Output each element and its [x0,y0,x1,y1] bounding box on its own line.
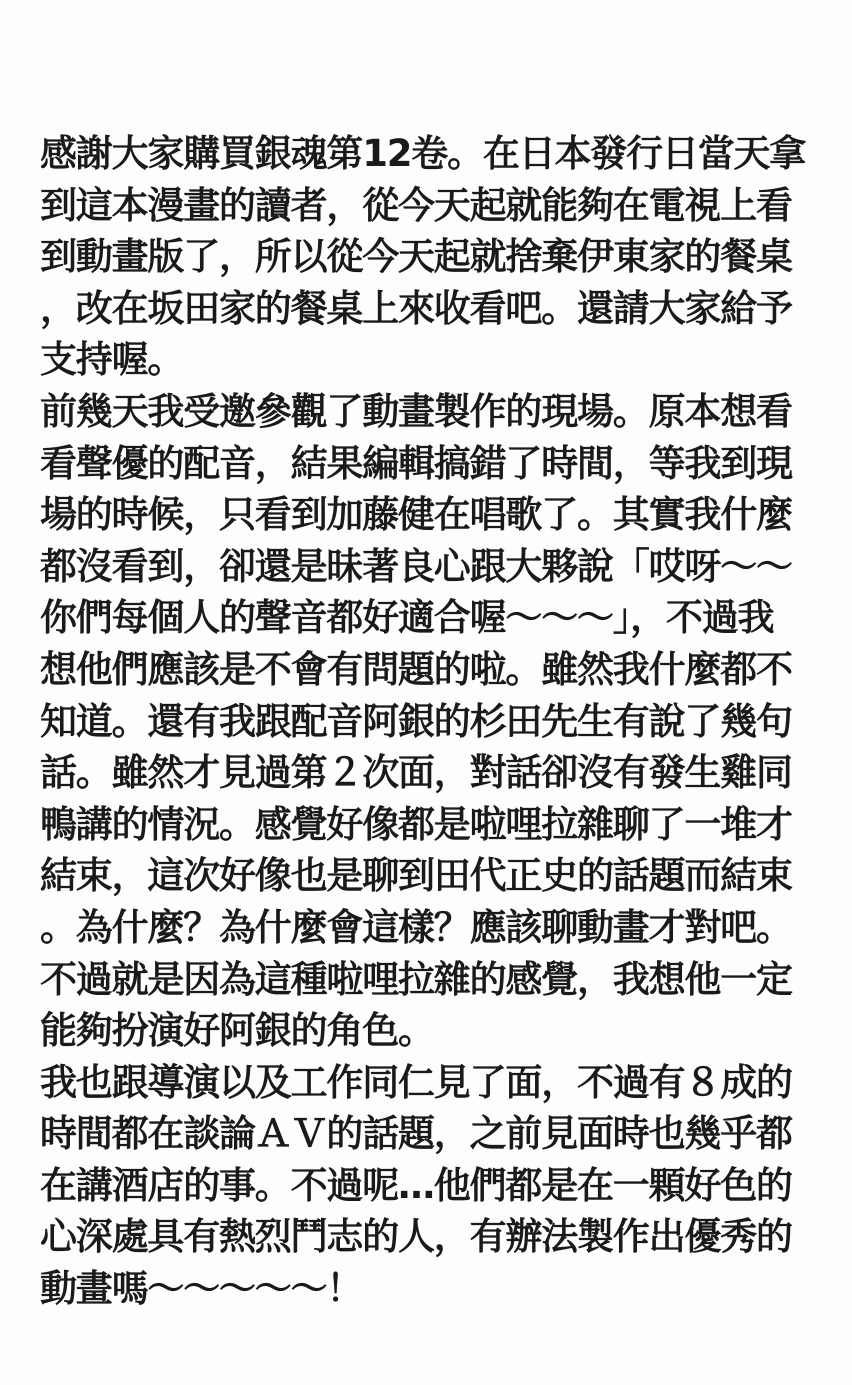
text-line: 在講酒店的事。不過呢…他們都是在一顆好色的 [40,1163,792,1207]
text-line: 都沒看到，卻還是昧著良心跟大夥說「哎呀～～ [40,544,792,588]
text-line: 場的時候，只看到加藤健在唱歌了。其實我什麼 [40,493,792,537]
text-line: 到動畫版了，所以從今天起就捨棄伊東家的餐桌 [40,235,792,279]
text-line: 心深處具有熱烈鬥志的人，有辦法製作出優秀的 [40,1215,792,1259]
text-line: 。為什麼？為什麼會這樣？應該聊動畫才對吧。 [40,905,792,949]
text-line: 前幾天我受邀參觀了動畫製作的現場。原本想看 [40,389,792,433]
text-line: 看聲優的配音，結果編輯搞錯了時間，等我到現 [40,441,792,485]
text-line: 支持喔。 [40,338,184,382]
text-line: 能夠扮演好阿銀的角色。 [40,1009,434,1053]
author-note-text [40,128,820,1315]
text-line: 到這本漫畫的讀者，從今天起就能夠在電視上看 [40,183,792,227]
text-line: 話。雖然才見過第２次面，對話卻沒有發生雞同 [40,751,792,795]
text-line: 知道。還有我跟配音阿銀的杉田先生有說了幾句 [40,699,792,743]
text-line: 動畫嗎～～～～～！ [40,1267,363,1311]
text-line: 結束，這次好像也是聊到田代正史的話題而結束 [40,854,792,898]
text-line: 你們每個人的聲音都好適合喔～～～」，不過我 [40,596,774,640]
text-line: 鴨講的情況。感覺好像都是啦哩拉雜聊了一堆才 [40,802,792,846]
text-line: 感謝大家購買銀魂第12卷。在日本發行日當天拿 [40,132,806,175]
text-line: 想他們應該是不會有問題的啦。雖然我什麼都不 [40,647,792,691]
text-line: 我也跟導演以及工作同仁見了面，不過有８成的 [40,1060,792,1104]
text-line: 不過就是因為這種啦哩拉雜的感覺，我想他一定 [40,957,792,1001]
text-line: 時間都在談論ＡＶ的話題，之前見面時也幾乎都 [40,1112,792,1156]
text-line: ，改在坂田家的餐桌上來收看吧。還請大家給予 [40,286,792,330]
